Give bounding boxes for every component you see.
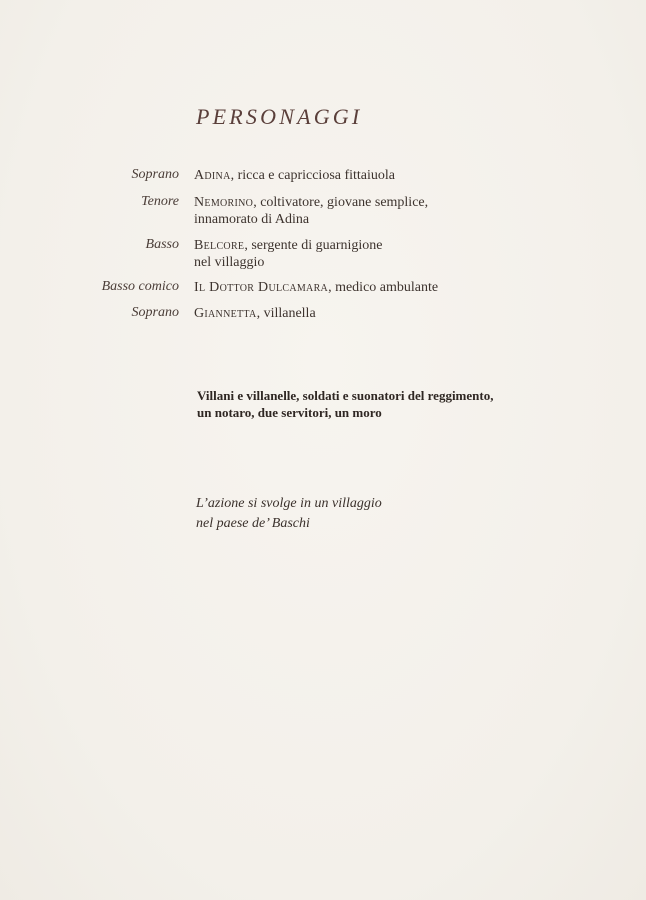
- extras-line-2: un notaro, due servitori, un moro: [197, 405, 382, 420]
- page-title: PERSONAGGI: [196, 104, 363, 129]
- character-detail: , sergente di guarnigione: [244, 238, 383, 253]
- voice-type: Tenore: [141, 194, 179, 209]
- extras-list: [197, 387, 493, 421]
- voice-type: Basso comico: [101, 279, 179, 294]
- character-detail: , coltivatore, giovane semplice,: [253, 195, 429, 210]
- voice-type: Soprano: [131, 305, 179, 320]
- character-detail-continued: innamorato di Adina: [194, 212, 310, 227]
- setting-line-2: nel paese de’ Baschi: [196, 516, 310, 531]
- character-description: [194, 305, 316, 322]
- character-name: Belcore: [194, 238, 245, 253]
- character-description: [194, 167, 395, 184]
- character-description: [194, 237, 382, 271]
- character-name: Nemorino: [194, 195, 254, 210]
- character-detail-continued: nel villaggio: [194, 255, 265, 270]
- character-name: Giannetta: [194, 306, 257, 321]
- character-detail: , medico ambulante: [328, 280, 439, 295]
- character-description: [194, 279, 438, 296]
- character-description: [194, 194, 428, 228]
- voice-type: Basso: [145, 237, 179, 252]
- character-detail: , villanella: [256, 306, 316, 321]
- voice-type: Soprano: [131, 167, 179, 182]
- character-name: Il Dottor Dulcamara: [194, 280, 329, 295]
- character-name: Adina: [194, 168, 231, 183]
- setting-line-1: L’azione si svolge in un villaggio: [196, 496, 382, 511]
- extras-line-1: Villani e villanelle, soldati e suonatori del reggimento,: [197, 388, 494, 403]
- character-detail: , ricca e capricciosa fittaiuola: [230, 168, 396, 183]
- setting-note: [196, 494, 382, 534]
